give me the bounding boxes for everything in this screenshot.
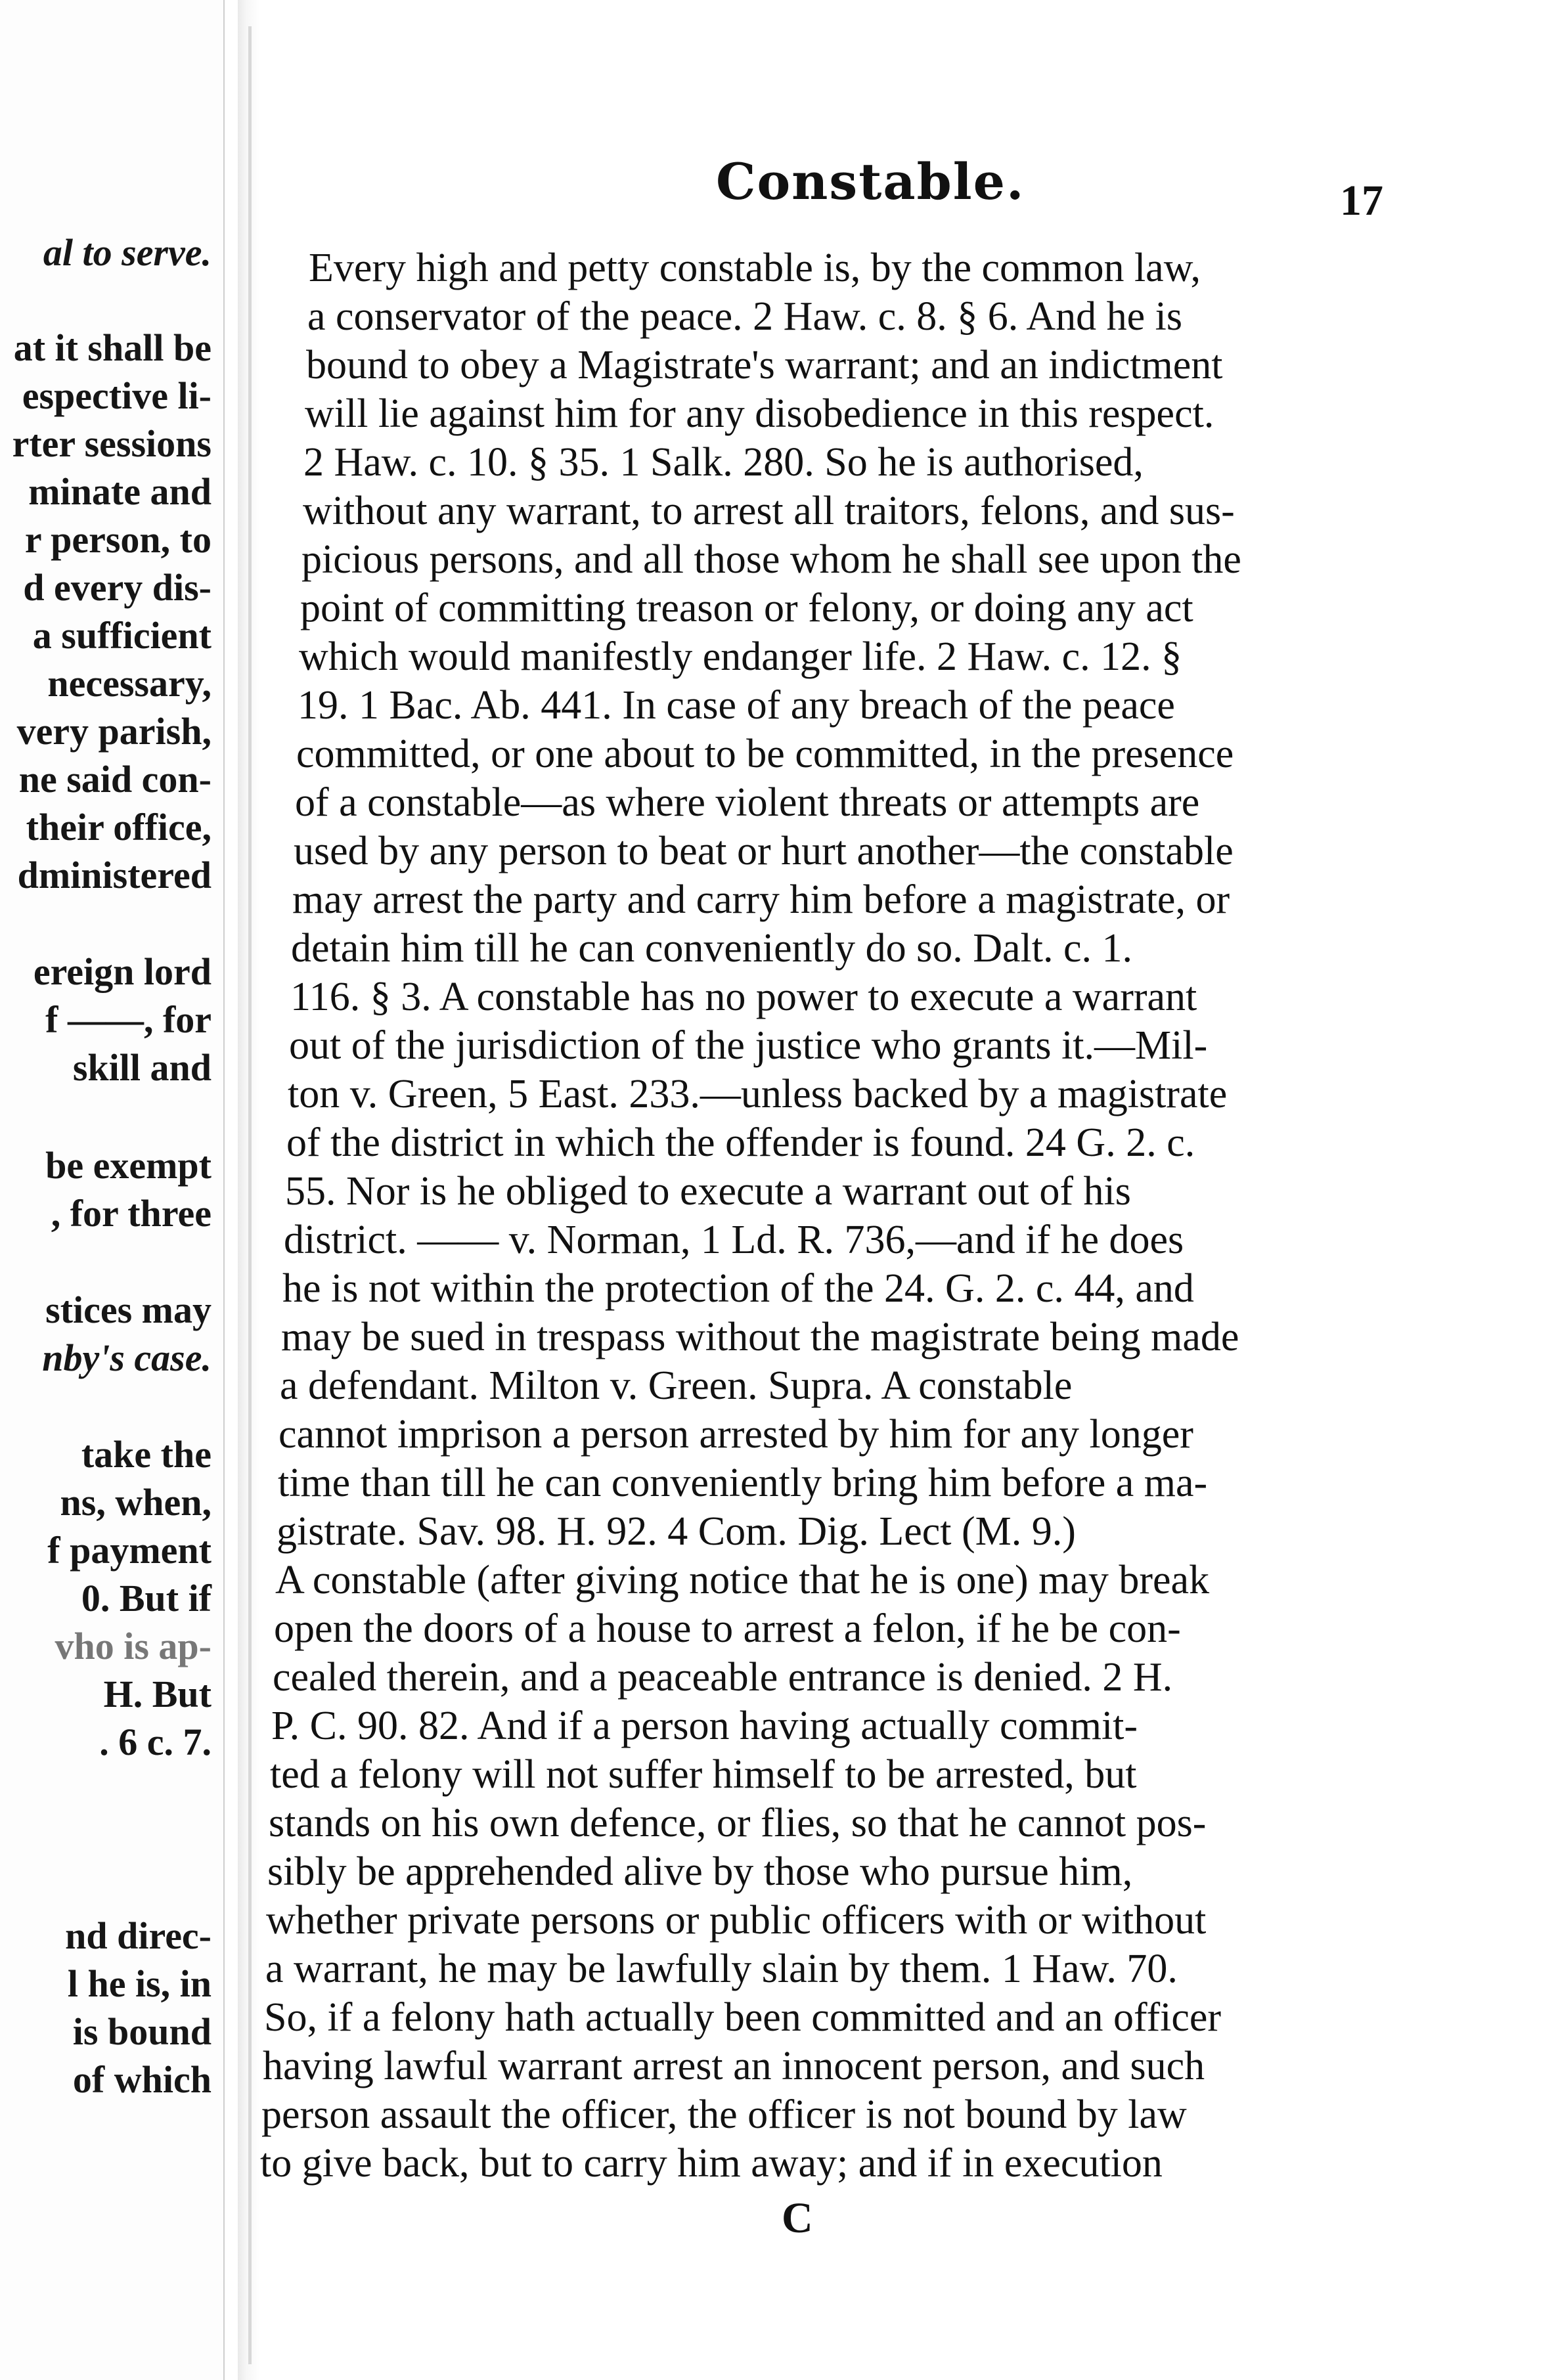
left-page-line: ns, when,: [60, 1481, 211, 1524]
left-page-line: f payment: [47, 1529, 211, 1572]
body-line: a warrant, he may be lawfully slain by them. 1 Haw. 70.: [265, 1947, 1178, 1991]
left-page-line: ereign lord: [33, 950, 211, 993]
left-page-line: al to serve.: [43, 231, 211, 274]
left-page-line: necessary,: [47, 662, 211, 705]
left-page-line: vho is ap-: [55, 1625, 211, 1667]
left-page-line: 0. But if: [81, 1577, 211, 1620]
body-line: gistrate. Sav. 98. H. 92. 4 Com. Dig. Lect (M. 9.): [277, 1509, 1076, 1554]
left-page-line: very parish,: [16, 710, 211, 753]
left-page-line: espective li-: [22, 374, 211, 417]
left-page-line: be exempt: [45, 1144, 211, 1187]
left-page-line: skill and: [72, 1046, 211, 1089]
left-page-line: nd direc-: [65, 1914, 211, 1957]
running-head: Constable.: [716, 152, 1025, 211]
left-page-line: ne said con-: [18, 758, 211, 801]
left-page-line: their office,: [26, 806, 211, 848]
body-line: a conservator of the peace. 2 Haw. c. 8. § 6. And he is: [307, 294, 1182, 339]
body-line: point of committing treason or felony, or doing any act: [300, 586, 1193, 630]
left-page-line: l he is, in: [67, 1962, 211, 2005]
left-page-line: nby's case.: [42, 1336, 211, 1379]
left-page-line: minate and: [28, 470, 211, 513]
body-line: out of the jurisdiction of the justice who grants it.—Mil-: [289, 1023, 1208, 1068]
body-line: person assault the officer, the officer is not bound by law: [261, 2092, 1187, 2137]
left-page-line: stices may: [45, 1289, 211, 1331]
body-line: he is not within the protection of the 24. G. 2. c. 44, and: [282, 1266, 1194, 1311]
body-line: used by any person to beat or hurt another—the constable: [294, 829, 1234, 873]
left-page-line: rter sessions: [12, 422, 211, 465]
body-line: 55. Nor is he obliged to execute a warrant out of his: [285, 1169, 1131, 1214]
left-page-line: . 6 c. 7.: [99, 1721, 211, 1763]
body-line: bound to obey a Magistrate's warrant; and an indictment: [306, 343, 1223, 387]
left-page-line: f ——, for: [45, 998, 211, 1041]
body-line: district. —— v. Norman, 1 Ld. R. 736,—and if he does: [284, 1218, 1184, 1262]
left-page-line: is bound: [72, 2010, 211, 2053]
left-page-line: d every dis-: [23, 566, 211, 609]
body-line: whether private persons or public officers with or without: [266, 1898, 1207, 1943]
left-page-fragment: [0, 0, 223, 2380]
body-line: which would manifestly endanger life. 2 Haw. c. 12. §: [299, 634, 1182, 679]
body-line: Every high and petty constable is, by the common law,: [309, 246, 1201, 290]
body-line: A constable (after giving notice that he is one) may break: [275, 1558, 1210, 1602]
body-line: stands on his own defence, or flies, so that he cannot pos-: [269, 1801, 1207, 1845]
body-line: 116. § 3. A constable has no power to execute a warrant: [290, 975, 1197, 1019]
body-line: ted a felony will not suffer himself to be arrested, but: [270, 1752, 1137, 1797]
body-line: to give back, but to carry him away; and if in execution: [260, 2141, 1163, 2186]
page-number: 17: [1340, 177, 1383, 225]
body-line: sibly be apprehended alive by those who pursue him,: [267, 1849, 1133, 1894]
left-page-line: dministered: [17, 854, 211, 896]
left-page-line: take the: [81, 1433, 211, 1476]
body-line: committed, or one about to be committed, in the presence: [296, 732, 1234, 776]
body-line: cannot imprison a person arrested by him for any longer: [278, 1412, 1193, 1457]
body-line: without any warrant, to arrest all traitors, felons, and sus-: [303, 489, 1235, 533]
body-line: 2 Haw. c. 10. § 35. 1 Salk. 280. So he is authorised,: [303, 440, 1144, 485]
right-page: [260, 0, 1558, 2380]
body-line: P. C. 90. 82. And if a person having actually commit-: [271, 1704, 1138, 1748]
body-line: detain him till he can conveniently do so. Dalt. c. 1.: [291, 926, 1133, 971]
body-line: a defendant. Milton v. Green. Supra. A constable: [280, 1363, 1073, 1408]
body-line: having lawful warrant arrest an innocent person, and such: [263, 2044, 1205, 2088]
body-line: of the district in which the offender is found. 24 G. 2. c.: [286, 1120, 1195, 1165]
body-line: will lie against him for any disobedience in this respect.: [305, 391, 1214, 436]
body-line: cealed therein, and a peaceable entrance is denied. 2 H.: [273, 1655, 1173, 1700]
body-line: may be sued in trespass without the magistrate being made: [281, 1315, 1239, 1359]
page-spine-shadow: [223, 0, 225, 2380]
body-line: picious persons, and all those whom he shall see upon the: [301, 537, 1241, 582]
gutter-fold-line: [248, 26, 252, 2364]
left-page-line: of which: [72, 2058, 211, 2101]
signature-mark: C: [782, 2194, 813, 2242]
body-line: of a constable—as where violent threats or attempts are: [295, 780, 1200, 825]
left-page-line: r person, to: [24, 518, 211, 561]
left-page-line: a sufficient: [32, 614, 211, 657]
left-page-line: at it shall be: [13, 326, 211, 369]
body-line: ton v. Green, 5 East. 233.—unless backed by a magistrate: [288, 1072, 1228, 1116]
body-line: time than till he can conveniently bring him before a ma-: [278, 1461, 1208, 1505]
body-line: open the doors of a house to arrest a felon, if he be con-: [274, 1606, 1181, 1651]
left-page-line: H. But: [103, 1673, 211, 1715]
body-line: may arrest the party and carry him before a magistrate, or: [292, 877, 1230, 922]
body-line: So, if a felony hath actually been committed and an officer: [264, 1995, 1222, 2040]
body-line: 19. 1 Bac. Ab. 441. In case of any breach of the peace: [298, 683, 1175, 728]
left-page-line: , for three: [51, 1192, 211, 1235]
